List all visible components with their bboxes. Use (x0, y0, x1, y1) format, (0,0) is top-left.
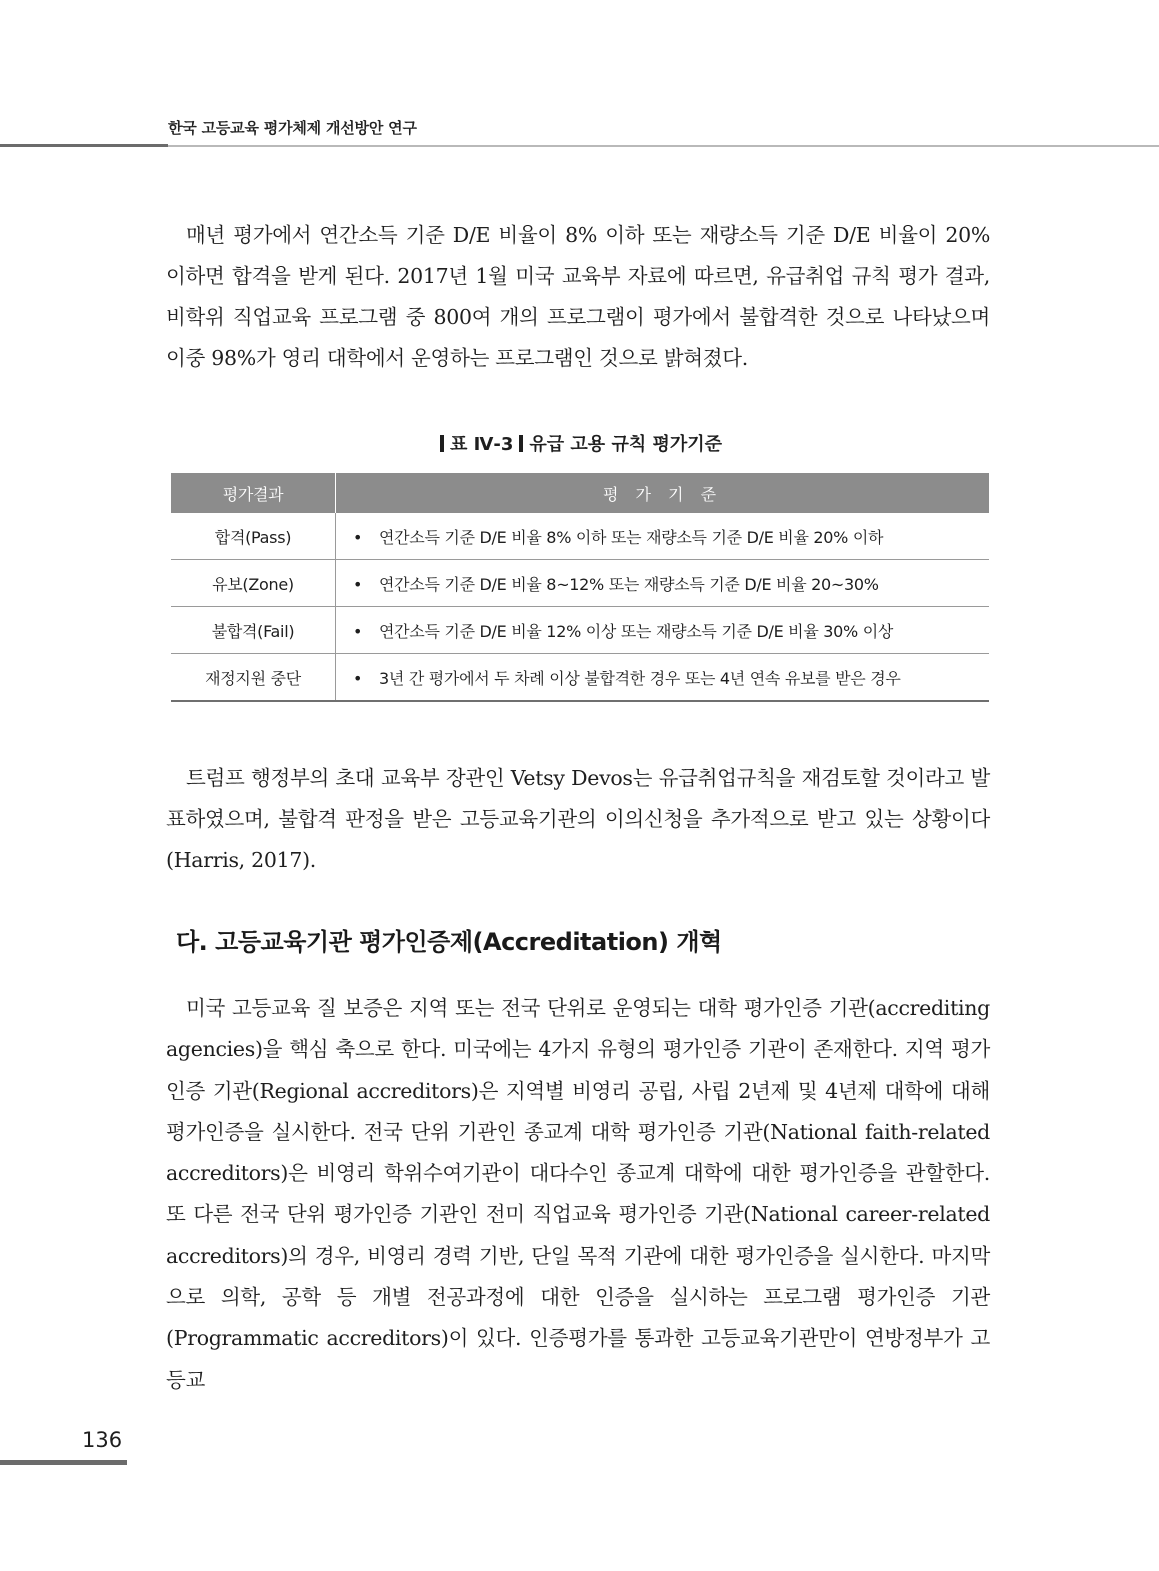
criterion-text: 연간소득 기준 D/E 비율 8~12% 또는 재량소득 기준 D/E 비율 20~30% (379, 574, 879, 594)
table-caption-prefix: 표 Ⅳ-3 (449, 434, 514, 455)
caption-bar-right (519, 435, 523, 452)
header-rule-dark (0, 144, 168, 147)
table-row (171, 654, 989, 702)
criterion-cell (336, 513, 990, 560)
section-heading: 다. 고등교육기관 평가인증제(Accreditation) 개혁 (176, 928, 722, 956)
running-header-title: 한국 고등교육 평가체제 개선방안 연구 (168, 119, 417, 137)
result-cell: 불합격(Fail) (171, 607, 336, 654)
bullet-icon: • (353, 668, 363, 688)
criterion-cell (336, 654, 990, 702)
paragraph-de-ratio: 매년 평가에서 연간소득 기준 D/E 비율이 8% 이하 또는 재량소득 기준 D/E 비율이 20% 이하면 합격을 받게 된다. 2017년 1월 미국 교육부 자료에 따르면, 유급취업 규칙 평가 결과, 비학위 직업교육 프로그램 중 800여 개의 프로그램이 평가에서 불합격한 것으로 나타났으며 이중 98%가 영리 대학에서 운영하는 프로그램인 것으로 밝혀졌다. (166, 223, 990, 370)
bullet-icon: • (353, 574, 363, 594)
caption-bar-left (440, 435, 444, 452)
criterion-cell (336, 560, 990, 607)
paragraph-accreditation: 미국 고등교육 질 보증은 지역 또는 전국 단위로 운영되는 대학 평가인증 기관(accrediting agencies)을 핵심 축으로 한다. 미국에는 4가지 유형의 평가인증 기관이 존재한다. 지역 평가인증 기관(Regional accreditors)은 지역별 비영리 공립, 사립 2년제 및 4년제 대학에 대해 평가인증을 실시한다. 전국 단위 기관인 종교계 대학 평가인증 기관(National faith-related accreditors)은 비영리 학위수여기관이 대다수인 종교계 대학에 대한 평가인증을 관할한다. 또 다른 전국 단위 평가인증 기관인 전미 직업교육 평가인증 기관(National career-related accreditors)의 경우, 비영리 경력 기반, 단일 목적 기관에 대한 평가인증을 실시한다. 마지막으로 의학, 공학 등 개별 전공과정에 대한 인증을 실시하는 프로그램 평가인증 기관(Programmatic accreditors)이 있다. 인증평가를 통과한 고등교육기관만이 연방정부가 고등교 (166, 996, 990, 1392)
header-result: 평가결과 (171, 473, 336, 513)
bullet-icon: • (353, 621, 363, 641)
footer-rule (0, 1460, 127, 1465)
header-rule-light (168, 145, 1159, 147)
criterion-text: 연간소득 기준 D/E 비율 12% 이상 또는 재량소득 기준 D/E 비율 30% 이상 (379, 621, 894, 641)
criterion-cell (336, 607, 990, 654)
table-row (171, 560, 989, 607)
table-caption (166, 430, 990, 456)
page-number: 136 (82, 1428, 123, 1452)
bullet-icon: • (353, 527, 363, 547)
criterion-text: 연간소득 기준 D/E 비율 8% 이하 또는 재량소득 기준 D/E 비율 20% 이하 (379, 527, 884, 547)
result-cell: 유보(Zone) (171, 560, 336, 607)
header-criteria: 평 가 기 준 (336, 473, 990, 513)
table-header-row (171, 473, 989, 513)
criterion-text: 3년 간 평가에서 두 차례 이상 불합격한 경우 또는 4년 연속 유보를 받은 경우 (379, 668, 901, 688)
result-cell: 합격(Pass) (171, 513, 336, 560)
table-row (171, 513, 989, 560)
table-row (171, 607, 989, 654)
result-cell: 재정지원 중단 (171, 654, 336, 702)
table-caption-title: 유급 고용 규칙 평가기준 (529, 434, 723, 455)
evaluation-criteria-table (171, 473, 989, 702)
paragraph-trump-administration: 트럼프 행정부의 초대 교육부 장관인 Vetsy Devos는 유급취업규칙을 재검토할 것이라고 발표하였으며, 불합격 판정을 받은 고등교육기관의 이의신청을 추가적으로 받고 있는 상황이다 (Harris, 2017). (166, 766, 990, 872)
